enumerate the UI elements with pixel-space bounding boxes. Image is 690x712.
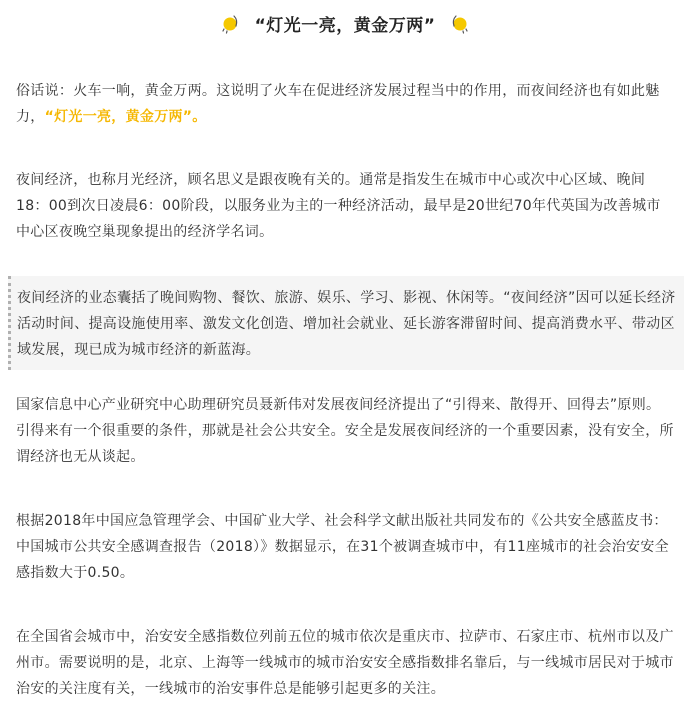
quote-text: 夜间经济的业态囊括了晚间购物、餐饮、旅游、娱乐、学习、影视、休闲等。“夜间经济”因可以延长经济活动时间、提高设施使用率、激发文化创造、增加社会就业、延长游客滞留时间、提高消费水平、带动区域发展，现已成为城市经济的新蓝海。 — [17, 290, 676, 358]
lightbulb-icon — [449, 12, 471, 34]
paragraph-report: 根据2018年中国应急管理学会、中国矿业大学、社会科学文献出版社共同发布的《公共安全感蓝皮书：中国城市公共安全感调查报告（2018）》数据显示，在31个被调查城市中，有11座城市的社会治安安全感指数大于0.50。 — [16, 513, 669, 581]
quote-block — [8, 276, 684, 370]
section-title-row — [0, 6, 690, 40]
lightbulb-icon — [219, 12, 241, 34]
paragraph-ranking: 在全国省会城市中，治安安全感指数位列前五位的城市依次是重庆市、拉萨市、石家庄市、杭州市以及广州市。需要说明的是，北京、上海等一线城市的城市治安安全感指数排名靠后，与一线城市居民对于城市治安的关注度有关，一线城市的治安事件总是能够引起更多的关注。 — [16, 629, 674, 697]
paragraph-principle: 国家信息中心产业研究中心助理研究员聂新伟对发展夜间经济提出了“引得来、散得开、回得去”原则。引得来有一个很重要的条件，那就是社会公共安全。安全是发展夜间经济的一个重要因素，没有安全，所谓经济也无从谈起。 — [16, 397, 674, 465]
paragraph-intro — [16, 78, 674, 130]
section-title: “灯光一亮，黄金万两” — [254, 15, 436, 36]
paragraph-intro-text: 俗话说：火车一响，黄金万两。这说明了火车在促进经济发展过程当中的作用，而夜间经济也有如此魅力， — [16, 83, 660, 125]
paragraph-definition: 夜间经济，也称月光经济，顾名思义是跟夜晚有关的。通常是指发生在城市中心或次中心区域、晚间18：00到次日凌晨6：00阶段，以服务业为主的一种经济活动，最早是20世纪70年代英国为改善城市中心区夜晚空巢现象提出的经济学名词。 — [16, 172, 661, 240]
highlight-slogan: “灯光一亮，黄金万两”。 — [44, 109, 207, 125]
